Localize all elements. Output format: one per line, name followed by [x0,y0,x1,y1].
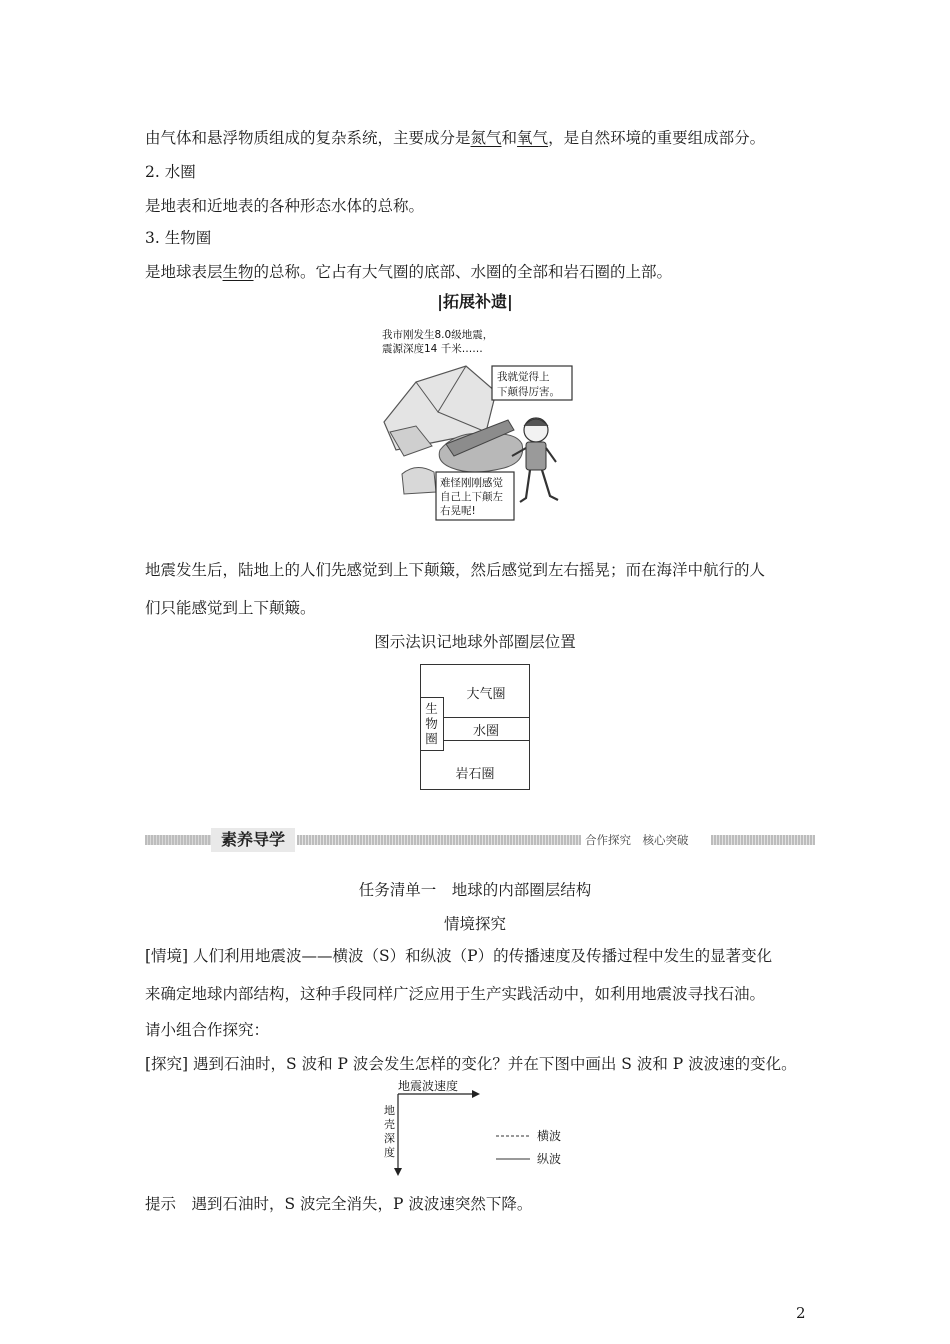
x-axis-label: 地震波速度 [398,1080,459,1093]
legend-p-wave: 纵波 [537,1152,562,1166]
y-axis-char: 度 [384,1146,395,1159]
hydrosphere-heading: 2. 水圈 [145,163,196,181]
bio-char: 物 [425,716,438,731]
bubble-top-line-2: 震源深度14 千米…… [382,343,483,355]
earthquake-cartoon [376,322,576,522]
biosphere-box [420,697,444,751]
explore-question: [探究] 遇到石油时，S 波和 P 波会发生怎样的变化？并在下图中画出 S 波和 P 波波速的变化。 [145,1055,797,1073]
atmosphere-label: 大气圈 [466,687,506,702]
hydrosphere-definition: 是地表和近地表的各种形态水体的总称。 [145,197,425,215]
section-header [145,828,815,852]
keyword-organisms: 生物 [222,263,254,281]
page-number: 2 [796,1304,806,1322]
bio-char: 生 [425,701,438,716]
y-axis-char: 地 [384,1104,395,1117]
text-span: 的总称。它占有大气圈的底部、水圈的全部和岩石圈的上部。 [253,263,673,281]
speech-bubble-middle [492,366,572,400]
quake-paragraph-line-2: 们只能感觉到上下颠簸。 [145,599,316,617]
y-axis-char: 壳 [384,1118,395,1131]
group-instruction: 请小组合作探究： [145,1021,270,1039]
scene-line-1: [情境] 人们利用地震波——横波（S）和纵波（P）的传播速度及传播过程中发生的显著变化 [145,947,773,965]
section-subtitle: 合作探究 核心突破 [585,833,689,847]
scene-line-2: 来确定地球内部结构，这种手段同样广泛应用于生产实践活动中，如利用地震波寻找石油。 [145,985,766,1003]
legend-s-wave: 横波 [537,1129,562,1143]
text-span: 由气体和悬浮物质组成的复杂系统，主要成分是 [145,129,471,147]
water-label: 水圈 [472,724,499,739]
task-title: 任务清单一 地球的内部圈层结构 [358,881,592,899]
hint-answer: 提示 遇到石油时，S 波完全消失，P 波波速突然下降。 [145,1195,533,1213]
bubble-top-line-1: 我市刚发生8.0级地震， [382,329,494,341]
bubble-bottom-line-1: 难怪刚刚感觉 [440,477,503,489]
bubble-bottom-line-2: 自己上下颠左 [440,491,503,503]
section-title: 素养导学 [211,828,295,852]
text-span: 是地球表层 [145,263,223,281]
bubble-middle-line-1: 我就觉得上 [497,371,550,383]
bubble-middle-line-2: 下颠得厉害。 [497,386,560,398]
diagram-title: 图示法识记地球外部圈层位置 [374,633,576,651]
task-subtitle: 情境探究 [443,915,506,933]
earth-layers-diagram [420,664,530,790]
extension-title: |拓展补遗| [437,292,513,311]
text-span: 和 [501,129,518,147]
text-span: ，是自然环境的重要组成部分。 [548,129,766,147]
quake-paragraph-line-1: 地震发生后，陆地上的人们先感觉到上下颠簸，然后感觉到左右摇晃；而在海洋中航行的人 [145,561,766,579]
biosphere-heading: 3. 生物圈 [145,229,212,247]
rock-label: 岩石圈 [455,767,495,782]
atmosphere-definition [145,128,765,148]
keyword-oxygen: 氧气 [517,129,549,147]
speech-bubble-bottom [436,472,514,520]
wave-speed-axes [380,1080,580,1180]
biosphere-definition [145,262,672,282]
bubble-bottom-line-3: 右晃呢! [440,505,476,517]
y-axis-char: 深 [384,1132,395,1145]
bio-char: 圈 [425,731,438,746]
keyword-nitrogen: 氮气 [470,129,502,147]
